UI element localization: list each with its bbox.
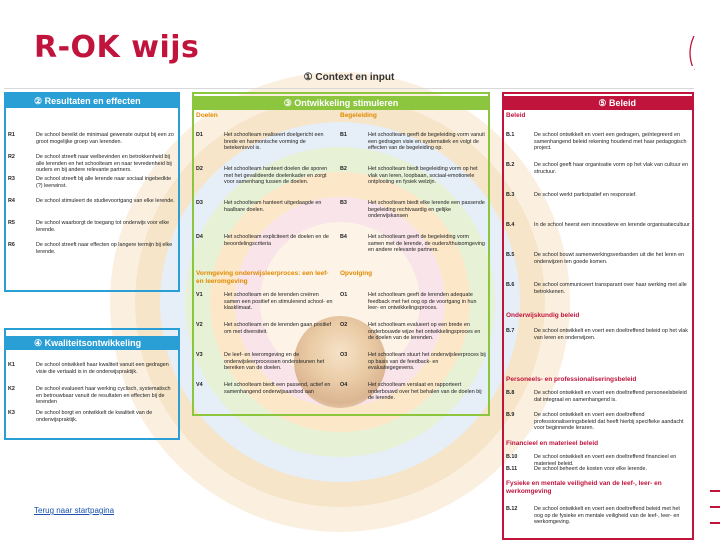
results-label: Resultaten en effecten (44, 96, 141, 106)
context-header (4, 72, 694, 89)
criterion-code: B3 (340, 200, 347, 206)
criterion-text: De school stimuleert de studievoortgang van elke lerende. (36, 198, 175, 204)
criterion-text: De school geeft haar organisatie vorm op het vlak van cultuur en structuur. (534, 162, 689, 175)
criterion-code: O2 (340, 322, 348, 328)
edge-dash (710, 490, 720, 492)
criterion-text: Het schoolteam geeft de begeleiding vorm samen met de lerende, de ouders/thuisomgeving en andere relevante partners. (368, 234, 485, 254)
criterion-code: D1 (196, 132, 203, 138)
criterion-code: B.3 (506, 192, 515, 198)
criterion-text: Het schoolteam realiseert doelgericht een brede en harmonische vorming de betekenisvol is. (224, 132, 324, 152)
criterion-code: B.10 (506, 454, 518, 460)
criterion-text: De school werkt participatief en responsief. (534, 192, 637, 198)
criterion-text: Het schoolteam expliciteert de doelen en de beoordelingscriteria (224, 234, 329, 247)
finance-policy-heading: Financieel en materieel beleid (506, 440, 599, 447)
criterion-code: D3 (196, 200, 203, 206)
criterion-code: B.12 (506, 506, 518, 512)
process-heading: Vormgeving onderwijsleerproces: een leef- en leeromgeving (196, 270, 329, 285)
criterion-text: De school evalueert haar werking cyclisch, systematisch en betrouwbaar vanuit de resultaten en effecten bij de lerenden (36, 386, 171, 406)
policy-number: ⑤ (598, 98, 607, 108)
context-number: ① (303, 72, 313, 83)
criterion-text: De school bouwt samenwerkingsverbanden uit die het leren en onderwijzen ten goede komen. (534, 252, 685, 265)
guidance-heading: Begeleiding (340, 112, 377, 119)
criterion-text: De school ontwikkelt en voert een doeltreffend beleid met het oog op de fysieke en mentale veiligheid van de leef-, leer- en werkomgeving. (534, 506, 680, 526)
criterion-text: De school streeft bij alle lerende naar sociaal ingebedkte (?) leerwinst. (36, 176, 172, 189)
criterion-text: De school ontwikkelt en voert een gedragen, geïntegreerd en samenhangend beleid rekening houdend met haar pedagogisch project. (534, 132, 687, 152)
criterion-text: De school ontwikkelt en voert een doeltreffend financieel en materieel beleid. (534, 454, 677, 467)
criterion-text: Het schoolteam en de lerenden gaan positief om met diversiteit. (224, 322, 331, 335)
criterion-code: B.11 (506, 466, 518, 472)
policy-label: Beleid (608, 98, 636, 108)
criterion-code: B.4 (506, 222, 515, 228)
criterion-code: B4 (340, 234, 347, 240)
criterion-code: O3 (340, 352, 348, 358)
criterion-code: R6 (8, 242, 15, 248)
criterion-text: De school waarborgt de toegang tot onderwijs voor elke lerende. (36, 220, 170, 233)
back-to-start-link[interactable]: Terug naar startpagina (34, 506, 115, 515)
criterion-text: Het schoolteam verslaat en rapporteert onderbouwd over het behalen van de doelen bij de lerende. (368, 382, 482, 402)
criterion-text: De school ontwikkelt en voert een doeltreffend personeelsbeleid dat integraal en samenhangend is. (534, 390, 687, 403)
criterion-text: De school streeft naar welbevinden en betrokkenheid bij alle lerenden en het schoolteam en naar tevredenheid bij ouders en bij andere relevante partners. (36, 154, 172, 174)
criterion-code: V1 (196, 292, 203, 298)
edge-dash (710, 506, 720, 508)
criterion-text: De school ontwikkelt en voert een doeltreffend professionaliseringsbeleid dat heeft hierbij specifieke aandacht voor beginnende leraren. (534, 412, 684, 432)
criterion-code: K3 (8, 410, 15, 416)
criterion-code: R4 (8, 198, 15, 204)
criterion-code: D2 (196, 166, 203, 172)
criterion-code: V2 (196, 322, 203, 328)
criterion-text: De school bereikt de minimaal gewenste output bij een zo groot mogelijke groep van lerenden. (36, 132, 174, 145)
criterion-code: V3 (196, 352, 203, 358)
quality-title (4, 336, 180, 350)
criterion-text: De school ontwikkelt en voert een doeltreffend beleid op het vlak van leren en onderwijzen. (534, 328, 688, 341)
criterion-code: B.8 (506, 390, 515, 396)
criterion-text: Het schoolteam biedt elke lerende een passende begeleiding rechtvaardig en gelijke onderwijskansen (368, 200, 485, 220)
criterion-code: R5 (8, 220, 15, 226)
policy-heading: Beleid (506, 112, 526, 119)
slide-title: R-OK wijs (34, 30, 200, 65)
criterion-text: De leef- en leeromgeving en de onderwijsleerprocessen ondersteunen het bereiken van de doelen. (224, 352, 325, 372)
staff-policy-heading: Personeels- en professionaliseringsbeleid (506, 376, 637, 383)
criterion-text: De school communiceert transparant over haar werking met alle betrokkenen. (534, 282, 687, 295)
criterion-text: Het schoolteam hanteert uitgedaagde en haalbare doelen. (224, 200, 322, 213)
criterion-text: Het schoolteam evalueert op een brede en onderbouwde wijze het ontwikkelingsproces en de doelen van de lerenden. (368, 322, 481, 342)
criterion-text: In de school heerst een innovatieve en lerende organisatiecultuur (534, 222, 690, 228)
goals-heading: Doelen (196, 112, 218, 119)
criterion-code: B.1 (506, 132, 515, 138)
criterion-code: B1 (340, 132, 347, 138)
results-panel (4, 92, 180, 292)
quality-label: Kwaliteitsontwikkeling (44, 338, 142, 348)
results-title (4, 94, 180, 108)
criterion-text: Het schoolteam hanteert doelen die sporen met het gevalideerde doelenkader en zorgt voor samenhang tussen de doelen. (224, 166, 328, 186)
corner-decoration (682, 36, 696, 70)
framework-document (4, 66, 694, 540)
criterion-code: B2 (340, 166, 347, 172)
criterion-code: B.7 (506, 328, 515, 334)
criterion-code: V4 (196, 382, 203, 388)
criterion-text: De school ontwikkelt haar kwaliteit vanuit een gedragen visie die vertaald is in de onderwijspraktijk. (36, 362, 169, 375)
criterion-code: R3 (8, 176, 15, 182)
criterion-code: R1 (8, 132, 15, 138)
criterion-text: Het schoolteam stuurt het onderwijsleerproces bij op basis van de feedback- en evaluatiegegevens. (368, 352, 486, 372)
criterion-code: B.6 (506, 282, 515, 288)
safety-policy-heading: Fysieke en mentale veiligheid van de leef-, leer- en werkomgeving (506, 480, 662, 495)
context-label: Context en input (315, 72, 395, 83)
criterion-code: O4 (340, 382, 348, 388)
criterion-code: K1 (8, 362, 15, 368)
criterion-text: Het schoolteam biedt een passend, actief en samenhangend onderwijsaanbod aan (224, 382, 331, 395)
criterion-code: B.5 (506, 252, 515, 258)
policy-title (502, 96, 694, 110)
criterion-text: Het schoolteam biedt begeleiding vorm op het vlak van leren, loopbaan, sociaal-emotionele ontplooiing en fysiek welzijn. (368, 166, 478, 186)
development-title (192, 96, 490, 110)
criterion-code: D4 (196, 234, 203, 240)
criterion-code: K2 (8, 386, 15, 392)
results-number: ② (34, 96, 43, 106)
criterion-text: Het schoolteam en de lerenden creëren samen een positief en stimulerend school- en klasklimaat. (224, 292, 333, 312)
follow-heading: Opvolging (340, 270, 373, 277)
criterion-code: R2 (8, 154, 15, 160)
criterion-text: Het schoolteam geeft de begeleiding vorm vanuit een gedragen visie en systematiek en volgt de effecten van de begeleiding op. (368, 132, 485, 152)
criterion-code: O1 (340, 292, 348, 298)
criterion-text: De school borgt en ontwikkelt de kwaliteit van de onderwijspraktijk. (36, 410, 153, 423)
criterion-text: De school beheert de kosten voor elke lerende. (534, 466, 647, 472)
edu-policy-heading: Onderwijskundig beleid (506, 312, 580, 319)
criterion-code: B.9 (506, 412, 515, 418)
quality-number: ④ (34, 338, 43, 348)
edge-dash (710, 522, 720, 524)
development-label: Ontwikkeling stimuleren (294, 98, 399, 108)
criterion-text: De school streeft naar effecten op langere termijn bij elke lerende. (36, 242, 173, 255)
development-number: ③ (283, 98, 292, 108)
criterion-text: Het schoolteam geeft de lerenden adequate feedback met het oog op de voortgang in hun leer- en ontwikkelingsproces. (368, 292, 477, 312)
criterion-code: B.2 (506, 162, 515, 168)
